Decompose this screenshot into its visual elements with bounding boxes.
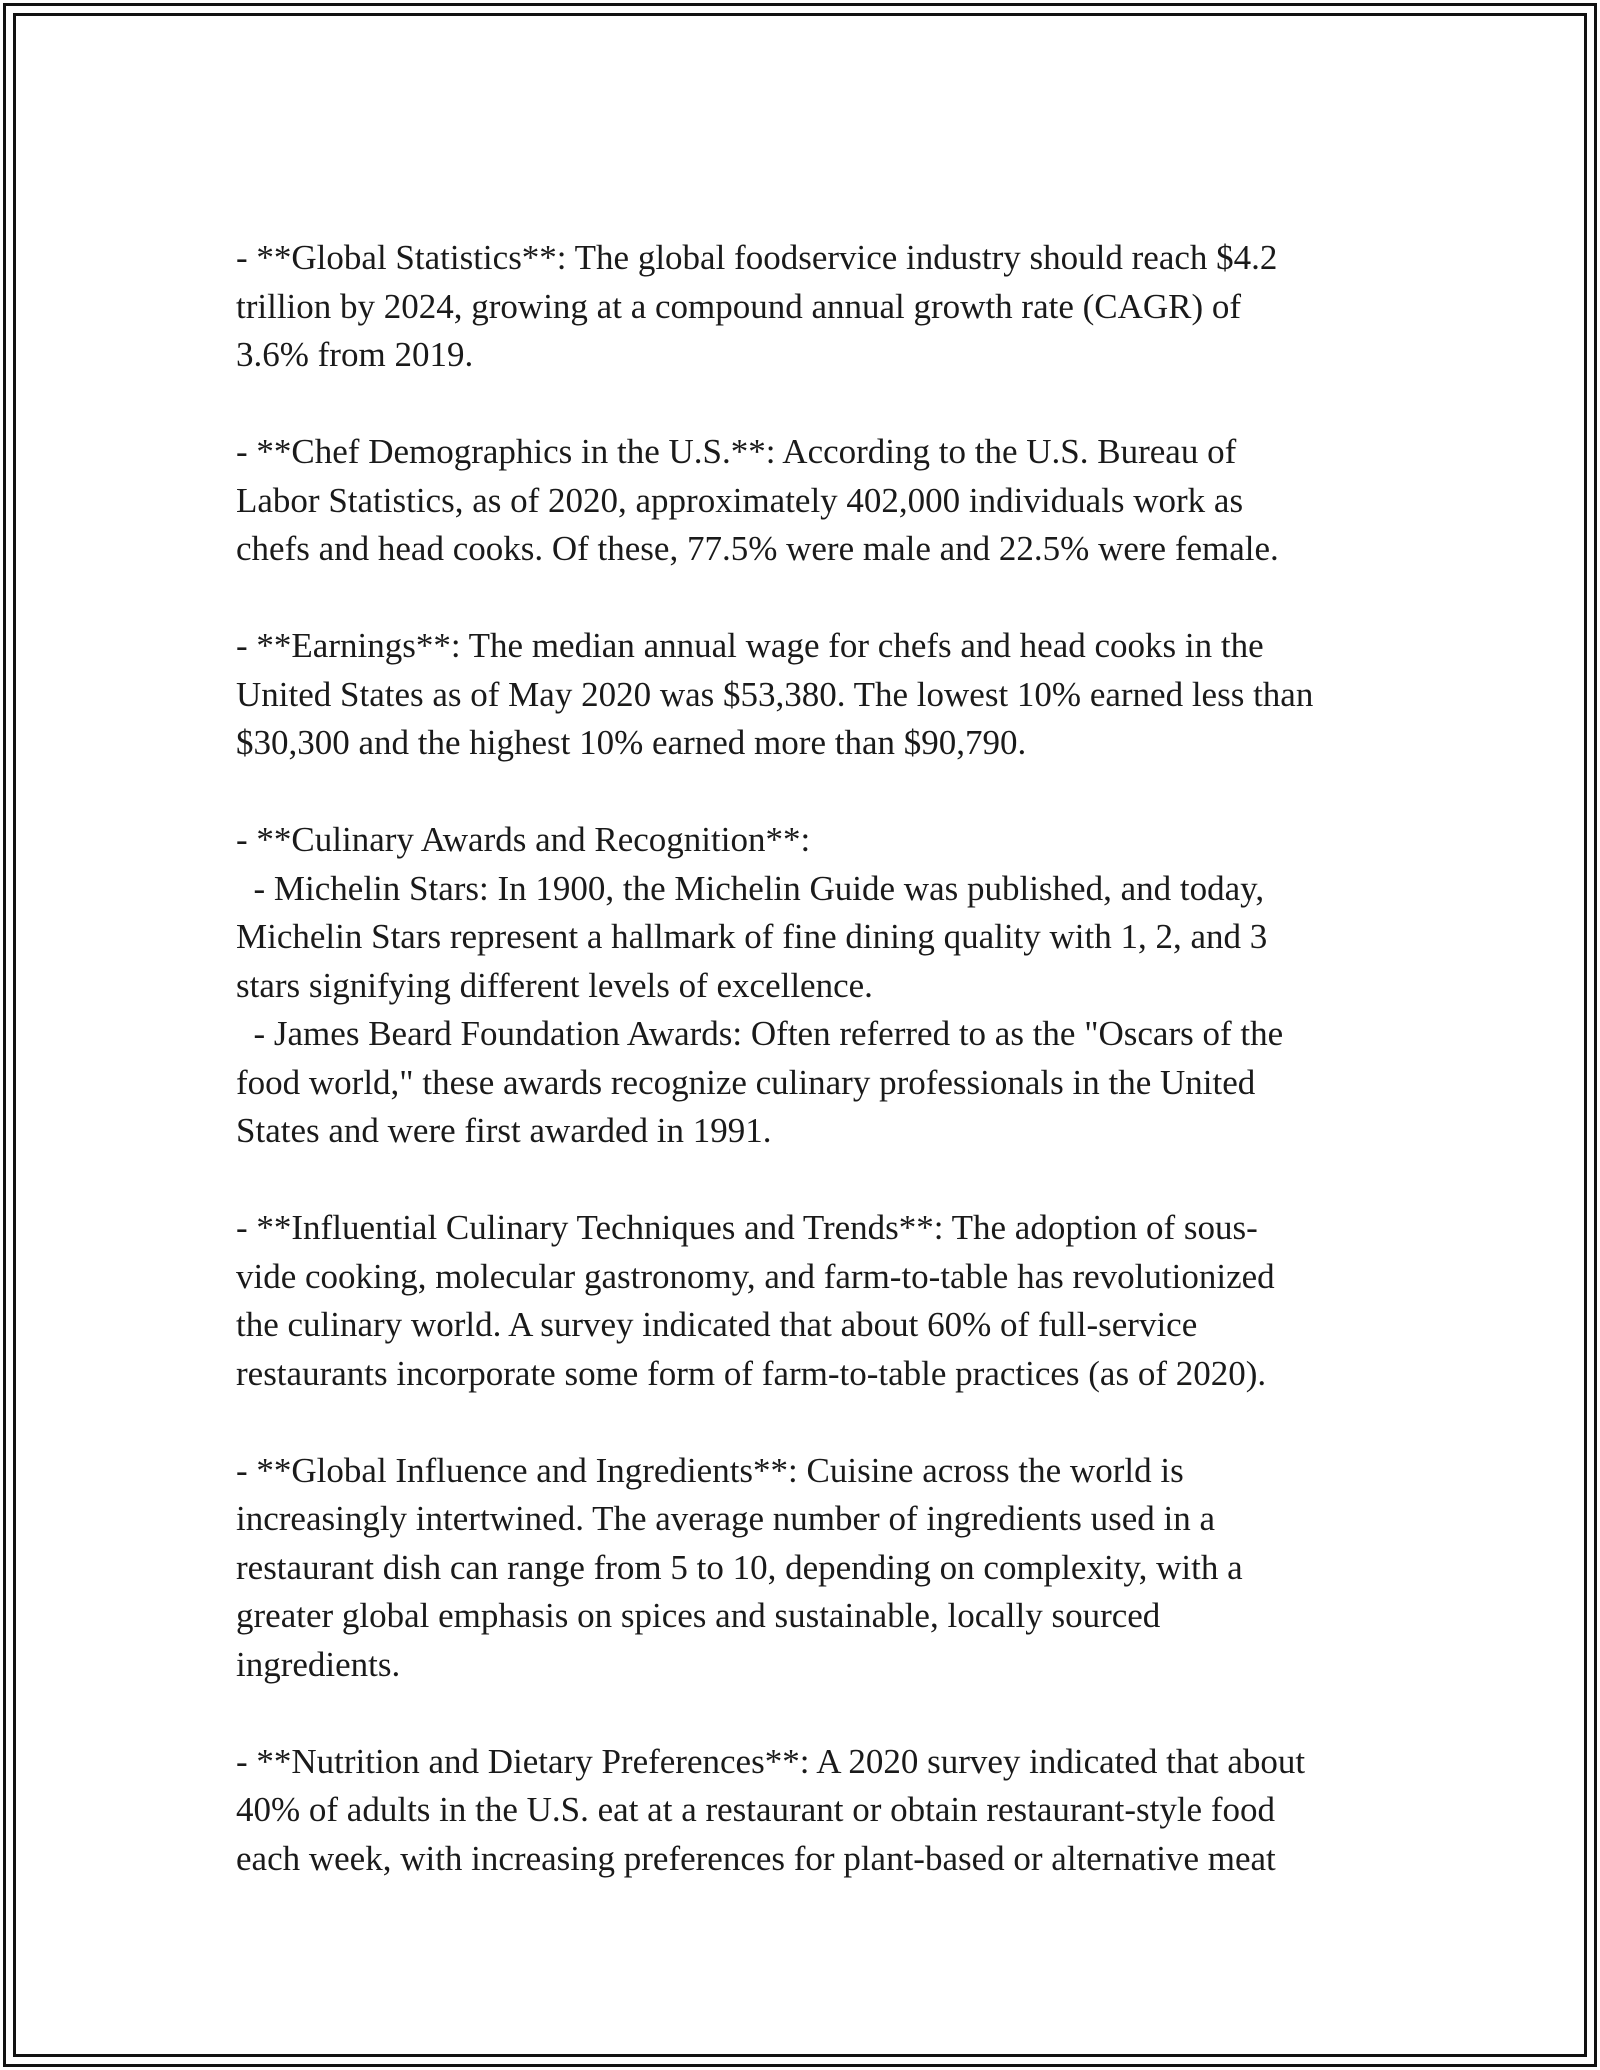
paragraph-culinary-awards [236,816,1416,1156]
text-line: vide cooking, molecular gastronomy, and farm-to-table has revolutionized [236,1256,1275,1296]
text-line: stars signifying different levels of excellence. [236,965,873,1005]
text-line: - James Beard Foundation Awards: Often referred to as the "Oscars of the [236,1014,1284,1053]
paragraph-techniques-trends [236,1204,1416,1398]
text-line: - **Nutrition and Dietary Preferences**: A 2020 survey indicated that about [236,1741,1306,1781]
text-line: - **Earnings**: The median annual wage for chefs and head cooks in the [236,626,1264,665]
text-line: chefs and head cooks. Of these, 77.5% were male and 22.5% were female. [236,529,1279,568]
text-line: increasingly intertwined. The average number of ingredients used in a [236,1499,1216,1538]
text-line: the culinary world. A survey indicated that about 60% of full-service [236,1305,1198,1344]
text-line: ingredients. [236,1644,401,1684]
text-line: - **Global Influence and Ingredients**: Cuisine across the world is [236,1450,1184,1490]
text-line: restaurants incorporate some form of farm-to-table practices (as of 2020). [236,1353,1267,1393]
text-line: - **Global Statistics**: The global foodservice industry should reach $4.2 [236,238,1278,277]
text-line: $30,300 and the highest 10% earned more than $90,790. [236,723,1027,762]
paragraph-chef-demographics [236,428,1416,574]
text-line: each week, with increasing preferences for plant-based or alternative meat [236,1838,1276,1878]
text-line: Michelin Stars represent a hallmark of fine dining quality with 1, 2, and 3 [236,917,1268,956]
paragraph-nutrition-dietary [236,1738,1416,1884]
text-line: food world," these awards recognize culinary professionals in the United [236,1062,1256,1102]
text-line: Labor Statistics, as of 2020, approximately 402,000 individuals work as [236,480,1244,520]
text-line: greater global emphasis on spices and sustainable, locally sourced [236,1596,1161,1635]
paragraph-global-statistics [236,234,1416,380]
text-line: United States as of May 2020 was $53,380. The lowest 10% earned less than [236,674,1314,714]
text-line: - Michelin Stars: In 1900, the Michelin Guide was published, and today, [236,868,1265,908]
text-line: 40% of adults in the U.S. eat at a restaurant or obtain restaurant-style food [236,1790,1275,1829]
text-line: trillion by 2024, growing at a compound annual growth rate (CAGR) of [236,286,1242,326]
paragraph-earnings [236,622,1416,768]
text-line: - **Culinary Awards and Recognition**: [236,820,811,859]
text-line: States and were first awarded in 1991. [236,1111,772,1150]
paragraph-global-influence [236,1447,1416,1690]
text-line: - **Influential Culinary Techniques and Trends**: The adoption of sous- [236,1208,1258,1247]
document-body [236,234,1416,1932]
text-line: - **Chef Demographics in the U.S.**: According to the U.S. Bureau of [236,432,1237,471]
text-line: restaurant dish can range from 5 to 10, depending on complexity, with a [236,1547,1243,1587]
text-line: 3.6% from 2019. [236,335,474,374]
